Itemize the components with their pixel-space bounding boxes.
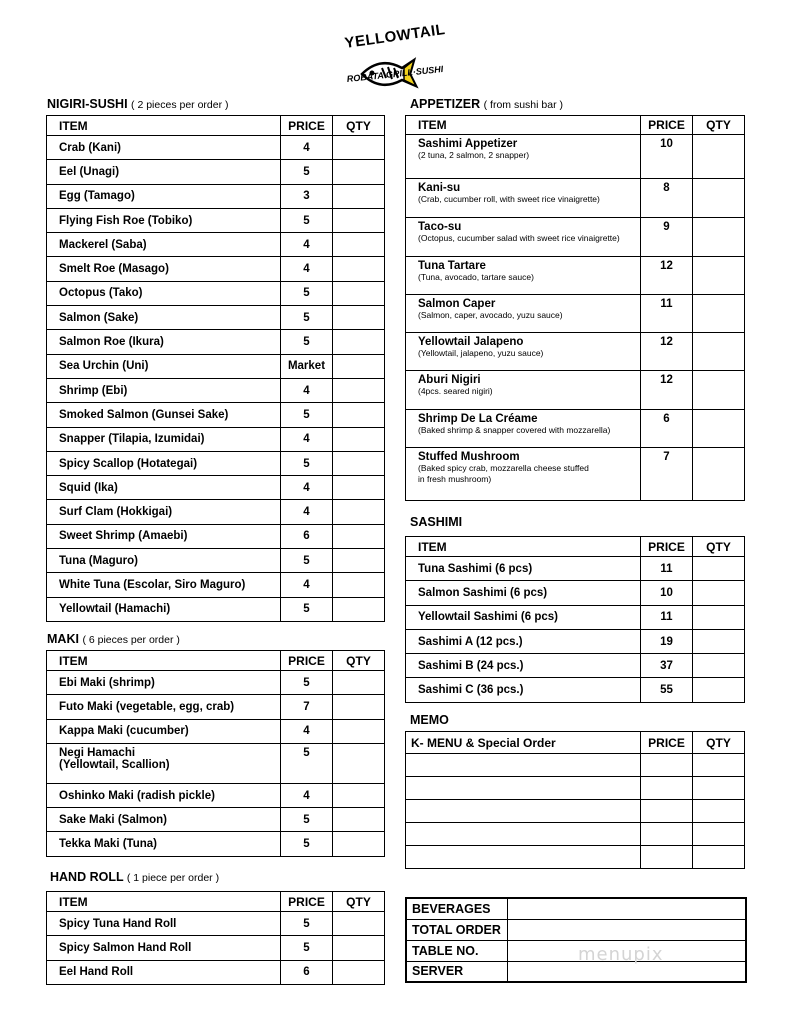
table-row [47,524,385,548]
item-name: White Tuna (Escolar, Siro Maguro) [47,573,281,597]
logo-name: YELLOWTAIL [343,21,447,52]
col-item-header: ITEM [406,537,641,557]
memo-section-title: MEMO [410,713,449,727]
item-name: Futo Maki (vegetable, egg, crab) [47,695,281,719]
item-price: 4 [281,427,333,451]
item-name: Tuna Sashimi (6 pcs) [406,557,641,581]
table-row [47,743,385,783]
watermark: menupix [578,944,664,965]
maki-table [46,650,385,857]
item-price: 5 [281,208,333,232]
qty-field[interactable] [333,936,385,960]
logo-tagline: ROBATA GRILL·SUSHI [346,63,444,85]
item-name-line2: (Yellowtail, Scallion) [59,758,170,771]
col-price-header: PRICE [641,732,693,754]
memo-row[interactable] [406,846,745,869]
table-header-row [406,537,745,557]
item-price: 4 [281,378,333,402]
table-row [47,573,385,597]
item-name: Yellowtail Sashimi (6 pcs) [406,605,641,629]
item-name: Salmon Roe (Ikura) [47,330,281,354]
item-price: 5 [281,912,333,936]
item-name [406,135,641,179]
memo-price-field[interactable] [641,800,693,823]
qty-field[interactable] [333,306,385,330]
table-row [47,832,385,856]
item-name: Surf Clam (Hokkigai) [47,500,281,524]
table-row [47,427,385,451]
order-summary-table [405,897,747,983]
item-name: Spicy Scallop (Hotategai) [47,451,281,475]
item-name: Mackerel (Saba) [47,233,281,257]
qty-field[interactable] [333,671,385,695]
item-price: 5 [281,281,333,305]
table-row [47,281,385,305]
appetizer-description: (4pcs. seared nigiri) [418,386,493,396]
memo-row[interactable] [406,777,745,800]
qty-field[interactable] [693,295,745,333]
item-price: 6 [281,524,333,548]
item-price: 12 [641,257,693,295]
memo-qty-field[interactable] [693,754,745,777]
memo-row[interactable] [406,754,745,777]
item-price: 11 [641,295,693,333]
qty-field[interactable] [693,654,745,678]
item-price: 5 [281,403,333,427]
qty-field[interactable] [333,832,385,856]
item-name [406,410,641,448]
item-price: 19 [641,629,693,653]
table-row [47,136,385,160]
item-name: Shrimp (Ebi) [47,378,281,402]
appetizer-name: Aburi Nigiri [418,374,481,386]
memo-price-field[interactable] [641,846,693,869]
table-row [47,597,385,621]
item-price: 4 [281,719,333,743]
table-header-row [406,732,745,754]
appetizer-description: (Baked shrimp & snapper covered with mozzarella) [418,425,611,435]
beverages-field[interactable] [507,898,746,919]
item-price: 37 [641,654,693,678]
table-row [47,783,385,807]
appetizer-name: Yellowtail Jalapeno [418,336,524,348]
memo-row[interactable] [406,823,745,846]
table-row [47,671,385,695]
table-row [47,808,385,832]
item-price: 3 [281,184,333,208]
table-row [406,218,745,257]
item-name [47,743,281,783]
table-row [47,403,385,427]
item-name: Sashimi B (24 pcs.) [406,654,641,678]
memo-qty-field[interactable] [693,800,745,823]
qty-field[interactable] [333,743,385,783]
item-name: Sea Urchin (Uni) [47,354,281,378]
beverages-label: BEVERAGES [406,898,507,919]
item-price: 11 [641,557,693,581]
item-name: Salmon (Sake) [47,306,281,330]
table-row [406,135,745,179]
item-name: Kappa Maki (cucumber) [47,719,281,743]
appetizer-name: Taco-su [418,221,462,233]
item-name: Sashimi A (12 pcs.) [406,629,641,653]
col-price-header: PRICE [641,537,693,557]
item-price: 6 [281,960,333,984]
table-row [406,654,745,678]
memo-item-field[interactable] [406,777,641,800]
col-price-header: PRICE [281,651,333,671]
qty-field[interactable] [693,557,745,581]
handroll-section-title: HAND ROLL ( 1 piece per order ) [50,870,220,884]
col-item-header: ITEM [406,116,641,135]
qty-field[interactable] [333,597,385,621]
item-price: 5 [281,160,333,184]
item-name [406,179,641,218]
memo-item-field[interactable] [406,754,641,777]
qty-field[interactable] [333,184,385,208]
qty-field[interactable] [693,218,745,257]
table-row [47,500,385,524]
qty-field[interactable] [333,695,385,719]
table-row [47,160,385,184]
table-row [406,371,745,410]
appetizer-description: (Salmon, caper, avocado, yuzu sauce) [418,310,563,320]
table-row [406,295,745,333]
qty-field[interactable] [333,403,385,427]
item-price: 5 [281,808,333,832]
qty-field[interactable] [333,281,385,305]
table-row [406,448,745,501]
appetizer-description-line2: in fresh mushroom) [418,474,492,484]
item-name: Octopus (Tako) [47,281,281,305]
col-item-header: ITEM [47,651,281,671]
item-price: 5 [281,597,333,621]
item-price: 6 [641,410,693,448]
total-order-field[interactable] [507,919,746,940]
qty-field[interactable] [693,135,745,179]
qty-field[interactable] [333,808,385,832]
nigiri-table [46,115,385,622]
item-name: Sashimi C (36 pcs.) [406,678,641,702]
item-price: 5 [281,330,333,354]
appetizer-description: (Yellowtail, jalapeno, yuzu sauce) [418,348,544,358]
table-row [47,184,385,208]
item-price: 5 [281,832,333,856]
qty-field[interactable] [333,208,385,232]
item-name: Oshinko Maki (radish pickle) [47,783,281,807]
appetizer-name: Shrimp De La Créame [418,413,538,425]
item-price: 10 [641,135,693,179]
table-row [47,960,385,984]
table-row [47,208,385,232]
table-header-row [47,892,385,912]
qty-field[interactable] [333,912,385,936]
item-name: Tekka Maki (Tuna) [47,832,281,856]
qty-field[interactable] [693,581,745,605]
appetizer-table [405,115,745,501]
item-name: Sweet Shrimp (Amaebi) [47,524,281,548]
qty-field[interactable] [333,476,385,500]
qty-field[interactable] [333,233,385,257]
item-name: Tuna (Maguro) [47,549,281,573]
qty-field[interactable] [693,629,745,653]
item-price: Market [281,354,333,378]
appetizer-description: (Baked spicy crab, mozzarella cheese stuffed [418,463,589,473]
item-price: 5 [281,743,333,783]
item-name: Snapper (Tilapia, Izumidai) [47,427,281,451]
sashimi-section-title: SASHIMI [410,515,463,529]
memo-price-field[interactable] [641,754,693,777]
table-row [406,678,745,702]
table-row [47,719,385,743]
table-row [47,354,385,378]
item-name: Crab (Kani) [47,136,281,160]
appetizer-name: Sashimi Appetizer [418,138,518,150]
item-price: 5 [281,451,333,475]
qty-field[interactable] [333,354,385,378]
table-row [47,233,385,257]
item-price: 4 [281,476,333,500]
item-price: 8 [641,179,693,218]
table-row [406,557,745,581]
item-price: 11 [641,605,693,629]
item-name [406,448,641,501]
appetizer-description: (Tuna, avocado, tartare sauce) [418,272,534,282]
table-row [47,695,385,719]
item-name: Squid (Ika) [47,476,281,500]
item-price: 7 [641,448,693,501]
memo-header: K- MENU & Special Order [406,732,641,754]
item-name [406,371,641,410]
item-name: Eel Hand Roll [47,960,281,984]
qty-field[interactable] [333,524,385,548]
table-row [47,549,385,573]
item-name: Smoked Salmon (Gunsei Sake) [47,403,281,427]
item-price: 4 [281,783,333,807]
item-name [406,257,641,295]
appetizer-name: Stuffed Mushroom [418,451,520,463]
col-price-header: PRICE [281,116,333,136]
handroll-table [46,891,385,985]
col-qty-header: QTY [693,537,745,557]
table-row [47,306,385,330]
appetizer-description: (Crab, cucumber roll, with sweet rice vinaigrette) [418,194,600,204]
qty-field[interactable] [333,960,385,984]
table-row [406,333,745,371]
qty-field[interactable] [333,378,385,402]
item-name: Eel (Unagi) [47,160,281,184]
item-price: 4 [281,136,333,160]
item-price: 10 [641,581,693,605]
qty-field[interactable] [333,783,385,807]
table-row [47,451,385,475]
nigiri-section-title: NIGIRI-SUSHI ( 2 pieces per order ) [47,97,229,111]
table-row [406,629,745,653]
table-no-label: TABLE NO. [406,940,507,961]
qty-field[interactable] [333,719,385,743]
appetizer-section-title: APPETIZER ( from sushi bar ) [410,97,563,111]
item-name: Salmon Sashimi (6 pcs) [406,581,641,605]
table-row [406,581,745,605]
table-row [47,912,385,936]
item-price: 5 [281,671,333,695]
item-name: Ebi Maki (shrimp) [47,671,281,695]
qty-field[interactable] [693,257,745,295]
table-row [47,330,385,354]
table-row [47,936,385,960]
item-price: 4 [281,500,333,524]
appetizer-description: (Octopus, cucumber salad with sweet rice vinaigrette) [418,233,620,243]
col-item-header: ITEM [47,116,281,136]
memo-qty-field[interactable] [693,823,745,846]
table-row [47,257,385,281]
item-name: Flying Fish Roe (Tobiko) [47,208,281,232]
table-row [406,257,745,295]
qty-field[interactable] [333,427,385,451]
item-name [406,218,641,257]
item-price: 4 [281,257,333,281]
sashimi-table [405,536,745,703]
item-name: Spicy Tuna Hand Roll [47,912,281,936]
server-label: SERVER [406,961,507,982]
col-qty-header: QTY [693,116,745,135]
qty-field[interactable] [333,330,385,354]
table-row [406,605,745,629]
memo-row[interactable] [406,800,745,823]
memo-price-field[interactable] [641,823,693,846]
col-qty-header: QTY [333,651,385,671]
memo-price-field[interactable] [641,777,693,800]
item-name: Smelt Roe (Masago) [47,257,281,281]
item-name [406,295,641,333]
col-qty-header: QTY [693,732,745,754]
qty-field[interactable] [333,451,385,475]
col-qty-header: QTY [333,892,385,912]
col-price-header: PRICE [641,116,693,135]
memo-table [405,731,745,869]
table-row [406,410,745,448]
table-header-row [406,116,745,135]
restaurant-logo [340,22,450,102]
table-header-row [47,116,385,136]
qty-field[interactable] [693,371,745,410]
item-name: Sake Maki (Salmon) [47,808,281,832]
item-price: 4 [281,573,333,597]
item-name [406,333,641,371]
qty-field[interactable] [333,136,385,160]
appetizer-name: Salmon Caper [418,298,496,310]
memo-item-field[interactable] [406,800,641,823]
col-qty-header: QTY [333,116,385,136]
qty-field[interactable] [693,179,745,218]
memo-item-field[interactable] [406,846,641,869]
item-price: 4 [281,233,333,257]
table-row [47,476,385,500]
memo-item-field[interactable] [406,823,641,846]
qty-field[interactable] [333,549,385,573]
col-price-header: PRICE [281,892,333,912]
qty-field[interactable] [333,573,385,597]
qty-field[interactable] [693,448,745,501]
item-name: Spicy Salmon Hand Roll [47,936,281,960]
total-order-label: TOTAL ORDER [406,919,507,940]
item-price: 55 [641,678,693,702]
maki-section-title: MAKI ( 6 pieces per order ) [47,632,180,646]
qty-field[interactable] [693,410,745,448]
qty-field[interactable] [693,678,745,702]
appetizer-name: Tuna Tartare [418,260,486,272]
memo-qty-field[interactable] [693,846,745,869]
appetizer-description: (2 tuna, 2 salmon, 2 snapper) [418,150,530,160]
qty-field[interactable] [333,160,385,184]
item-name: Egg (Tamago) [47,184,281,208]
item-price: 5 [281,549,333,573]
item-price: 5 [281,936,333,960]
col-item-header: ITEM [47,892,281,912]
item-name-line1: Negi Hamachi [59,746,136,759]
item-price: 12 [641,333,693,371]
qty-field[interactable] [333,257,385,281]
item-price: 9 [641,218,693,257]
memo-qty-field[interactable] [693,777,745,800]
appetizer-name: Kani-su [418,182,461,194]
table-row [47,378,385,402]
table-header-row [47,651,385,671]
item-price: 5 [281,306,333,330]
qty-field[interactable] [693,605,745,629]
qty-field[interactable] [333,500,385,524]
item-name: Yellowtail (Hamachi) [47,597,281,621]
qty-field[interactable] [693,333,745,371]
table-row [406,179,745,218]
item-price: 12 [641,371,693,410]
item-price: 7 [281,695,333,719]
